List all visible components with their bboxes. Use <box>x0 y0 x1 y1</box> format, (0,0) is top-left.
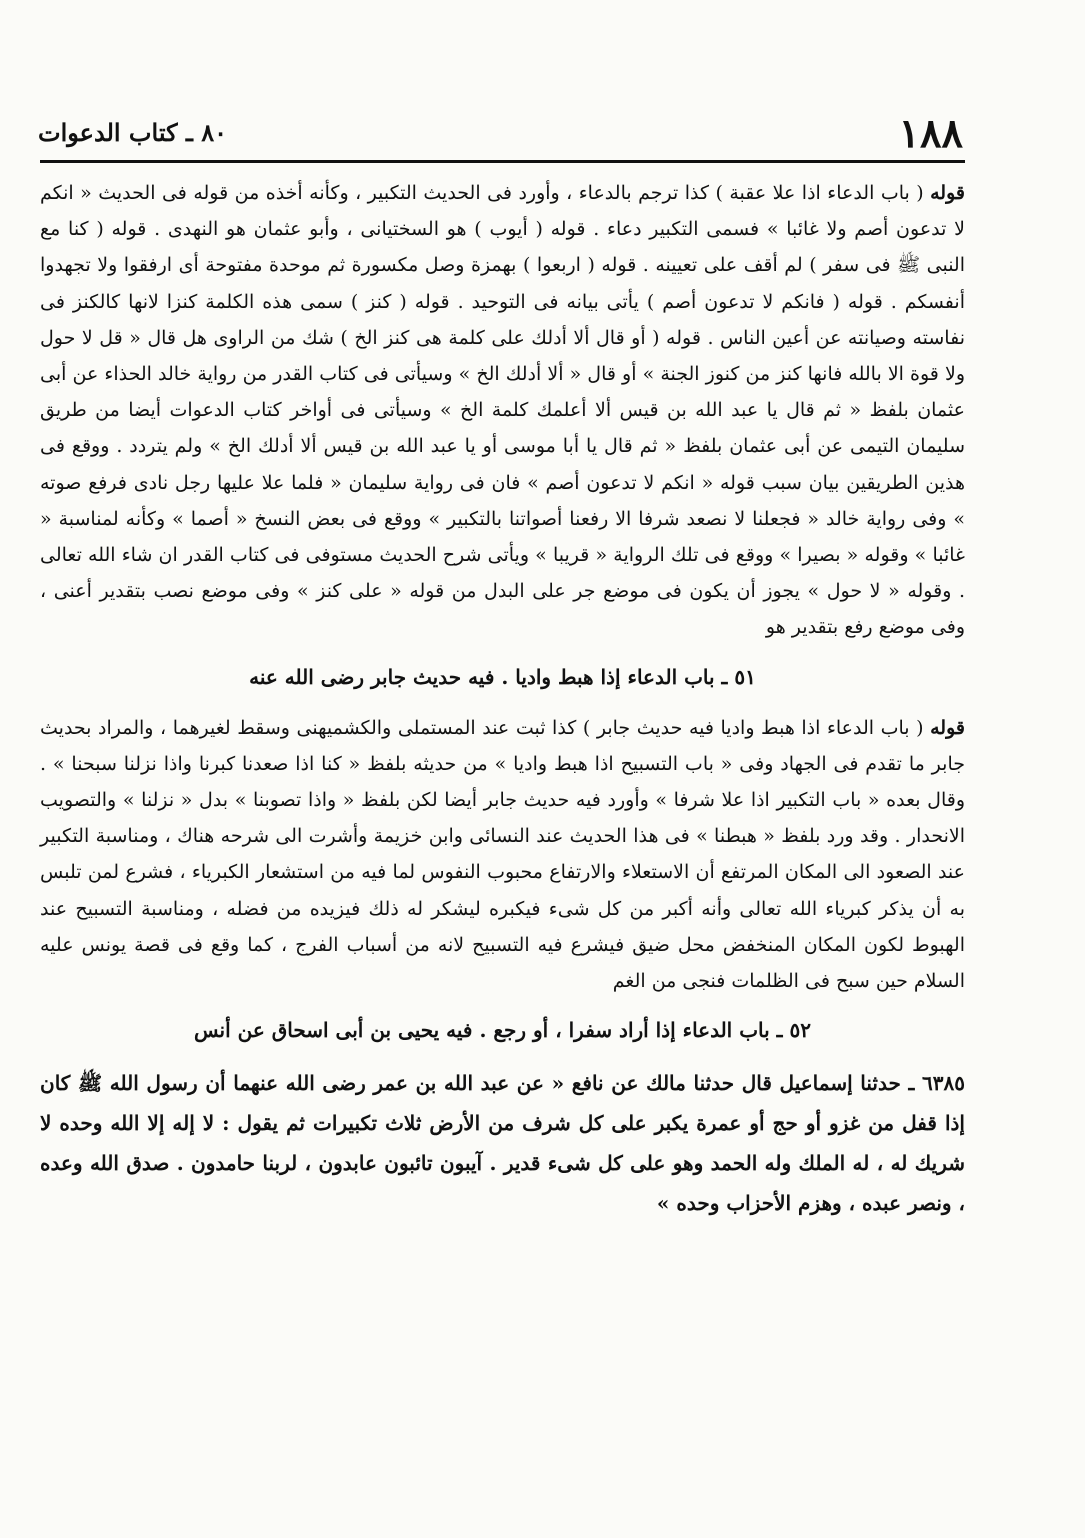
chapter-heading: ٥٢ ـ باب الدعاء إذا أراد سفرا ، أو رجع . فيه يحيى بن أبى اسحاق عن أنس <box>194 1018 811 1043</box>
paragraph-lead: قوله <box>930 716 965 739</box>
page-number: ١٨٨ <box>898 110 963 157</box>
paragraph-text: ( باب الدعاء اذا هبط واديا فيه حديث جابر ) كذا ثبت عند المستملى والكشميهنى وسقط لغيرهما ، والمراد بحديث جابر ما تقدم فى الجهاد وفى « باب التسبيح اذا هبط واديا » من حديثه بلفظ « كنا اذا صعدنا كبرنا واذا نزلنا سبحنا » . وقال بعده « باب التكبير اذا علا شرفا » وأورد فيه حديث جابر أيضا لكن بلفظ « واذا تصوبنا » بدل « نزلنا » والتصويب الانحدار . وقد ورد بلفظ « هبطنا » فى هذا الحديث عند النسائى وابن خزيمة وأشرت الى شرحه هناك ، ومناسبة التكبير عند الصعود الى المكان المرتفع أن الاستعلاء والارتفاع محبوب النفوس لما فيه من استشعار الكبرياء ، فشرع لمن تلبس به أن يذكر كبرياء الله تعالى وأنه أكبر من كل شىء فيكبره ليشكر له ذلك فيزيده من فضله ، ومناسبة التسبيح عند الهبوط لكون المكان المنخفض محل ضيق فيشرع فيه التسبيح لانه من أسباب الفرج ، كما وقع فى قصة يونس عليه السلام حين سبح فى الظلمات فنجى من الغم <box>40 716 965 993</box>
page-body <box>40 175 965 1223</box>
hadith-text: ٦٣٨٥ ـ حدثنا إسماعيل قال حدثنا مالك عن نافع « عن عبد الله بن عمر رضى الله عنهما أن رسول الله ﷺ كان إذا قفل من غزو أو حج أو عمرة يكبر على كل شرف من الأرض ثلاث تكبيرات ثم يقول : لا إله إلا الله وحده لا شريك له ، له الملك وله الحمد وهو على كل شىء قدير . آيبون تائبون عابدون ، لربنا حامدون . صدق الله وعده ، ونصر عبده ، وهزم الأحزاب وحده » <box>40 1071 965 1216</box>
commentary-paragraph <box>40 710 965 1000</box>
header-rule <box>40 160 965 163</box>
running-title: ٨٠ ـ كتاب الدعوات <box>38 118 228 147</box>
commentary-paragraph <box>40 175 965 646</box>
page-header <box>38 110 963 160</box>
chapter-heading: ٥١ ـ باب الدعاء إذا هبط واديا . فيه حديث جابر رضى الله عنه <box>249 664 756 689</box>
paragraph-text: ( باب الدعاء اذا علا عقبة ) كذا ترجم بالدعاء ، وأورد فى الحديث التكبير ، وكأنه أخذه من قوله فى الحديث « انكم لا تدعون أصم ولا غائبا » فسمى التكبير دعاء . قوله ( أيوب ) هو السختيانى ، وأبو عثمان هو النهدى . قوله ( كنا مع النبى ﷺ فى سفر ) لم أقف على تعيينه . قوله ( اربعوا ) بهمزة وصل مكسورة ثم موحدة مفتوحة أى ارفقوا ولا تجهدوا أنفسكم . قوله ( فانكم لا تدعون أصم ) يأتى بيانه فى التوحيد . قوله ( كنز ) سمى هذه الكلمة كنزا لانها كالكنز فى نفاسته وصيانته عن أعين الناس . قوله ( أو قال ألا أدلك على كلمة هى كنز الخ ) شك من الراوى هل قال « قل لا حول ولا قوة الا بالله فانها كنز من كنوز الجنة » أو قال « ألا أدلك الخ » وسيأتى فى كتاب القدر من رواية خالد الحذاء عن أبى عثمان بلفظ « ثم قال يا عبد الله بن قيس ألا أعلمك كلمة الخ » وسيأتى فى أواخر كتاب الدعوات أيضا من طريق سليمان التيمى عن أبى عثمان بلفظ « ثم قال يا أبا موسى أو يا عبد الله بن قيس ألا أدلك الخ » ولم يتردد . ووقع فى هذين الطريقين بيان سبب قوله « انكم لا تدعون أصم » فان فى رواية سليمان « فلما علا عليها رجل نادى فرفع صوته » وفى رواية خالد « فجعلنا لا نصعد شرفا الا رفعنا أصواتنا بالتكبير » ووقع فى بعض النسخ « أصما » وكأنه لمناسبة « غائبا » وقوله « بصيرا » ووقع فى تلك الرواية « قريبا » ويأتى شرح الحديث مستوفى فى كتاب القدر ان شاء الله تعالى . وقوله « لا حول » يجوز أن يكون فى موضع جر على البدل من قوله « على كنز » وفى موضع نصب بتقدير أعنى ، وفى موضع رفع بتقدير هو <box>40 182 965 639</box>
paragraph-lead: قوله <box>930 182 965 204</box>
